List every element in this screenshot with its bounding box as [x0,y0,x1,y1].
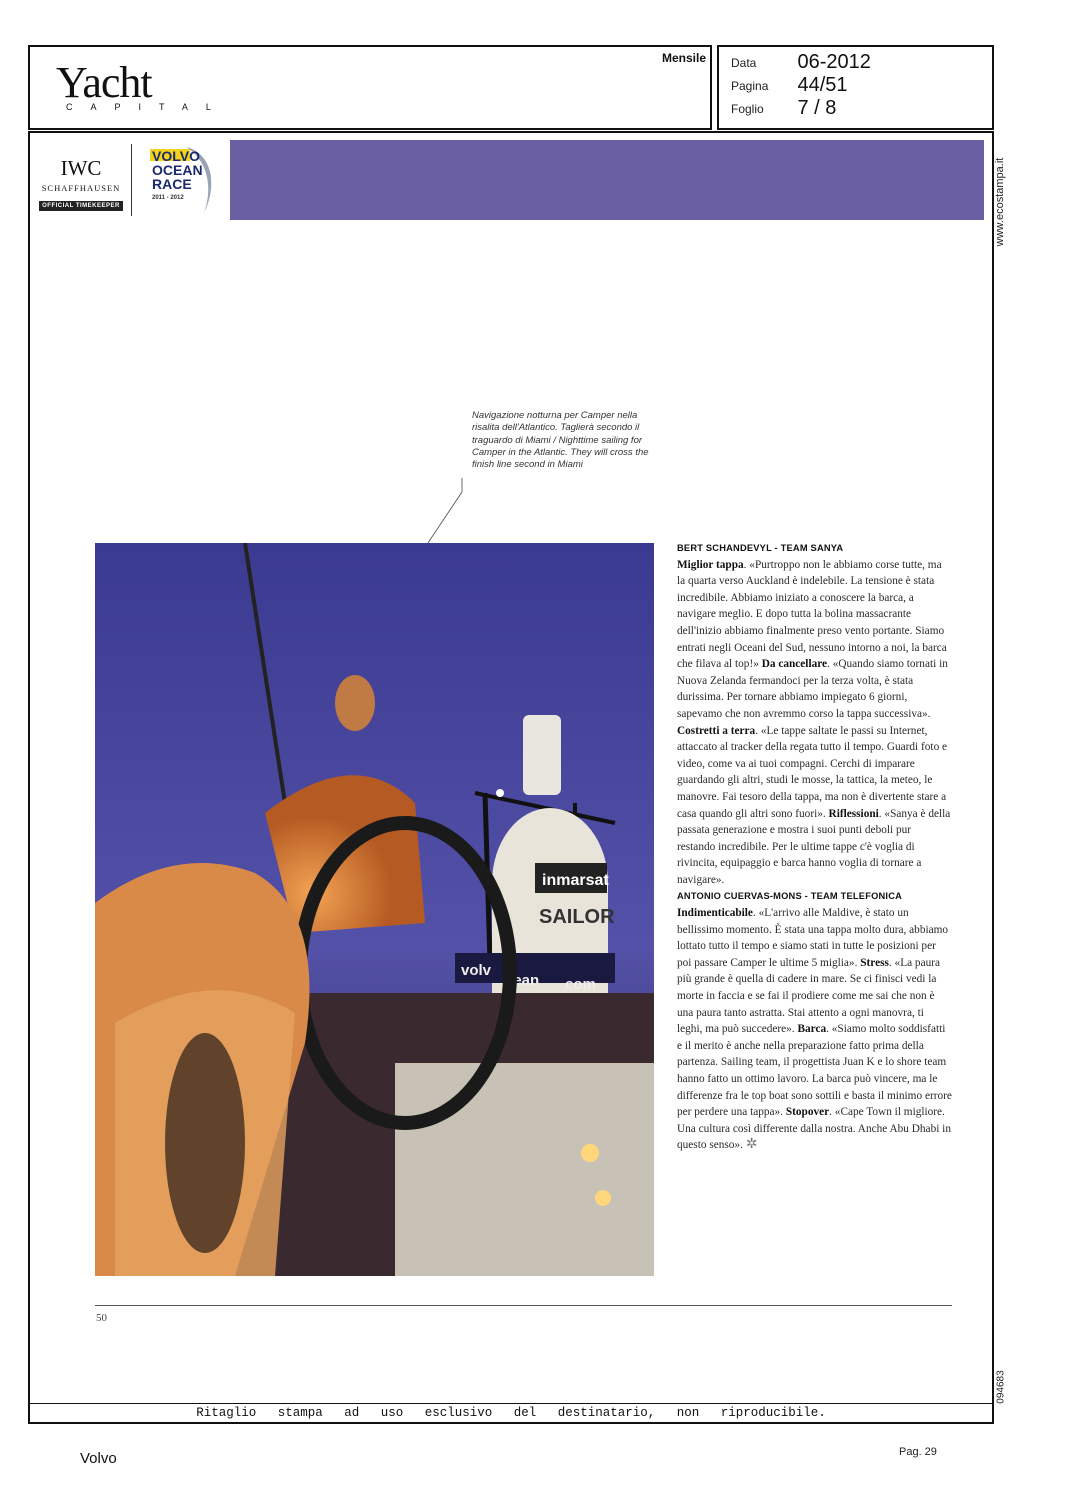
photo-caption: Navigazione notturna per Camper nella risalita dell'Atlantico. Taglierà secondo il traguardo di Miami / Nighttime sailing for Camper in the Atlantic. They will cross the finish line second in Miami [472,410,649,471]
clipping-page-number: Pag. 29 [899,1446,937,1458]
reproduction-notice: Ritaglio stampa ad uso esclusivo del destinatario, non riproducibile. [196,1406,826,1420]
meta-label: Pagina [731,78,769,93]
sponsor-divider [131,144,132,216]
byline-schandevyl: BERT SCHANDEVYL - TEAM SANYA [677,543,844,553]
subhead-indimenticabile: Indimenticabile [677,907,753,920]
subhead-costretti: Costretti a terra [677,724,756,737]
byline-cuervas-mons: ANTONIO CUERVAS-MONS - TEAM TELEFONICA [677,891,903,902]
end-of-article-icon: ✲ [745,1137,758,1153]
header-masthead-box [28,45,712,130]
subhead-miglior-tappa: Miglior tappa [677,558,744,571]
ecostampa-text: www.ecostampa.it [994,157,1006,247]
header-meta-box [717,45,994,130]
frequency-label: Mensile [661,51,706,65]
subhead-stress: Stress [860,956,889,969]
vor-line1: VOLVO [152,148,200,164]
night-sailing-image [95,543,654,1276]
subhead-riflessioni: Riflessioni [828,807,879,820]
article-section-telefonica [677,905,952,1154]
article-paragraph: . «Quando siamo tornati in Nuova Zelanda fermandoci per la terza volta, è stata durissima. Per tornare abbiamo impiegato 6 giorni, sapevamo che non avremmo corso la tappa successiva». [677,658,948,720]
article-paragraph: . «Le tappe saltate le passi su Internet, attaccato al tracker della regata tutto il tempo. Guardi foto e video, come va ai tuoi compagni. Cerchi di imparare guardando gli altri, studi le mosse, la tattica, la meteo, le manovre. Fai tesoro della tappa, ma non è divertente stare a casa quando gli altri sono fuori». [677,724,948,820]
vor-line3: RACE [152,176,192,192]
vor-line2: OCEAN [152,162,203,178]
meta-value: 06-2012 [797,51,871,73]
article-paragraph: . «L'arrivo alle Maldive, è stato un bellissimo momento. È stata una tappa molto dura, abbiamo lottato tutto il tempo e siamo stati in tutte le posizioni per poi passare Camper le ultime 5 miglia». [677,907,949,969]
volvo-label: volv [461,962,492,979]
meta-value: 7 / 8 [797,97,837,119]
ocean-label: cean [505,972,540,989]
document-code-text: 094683 [995,1370,1007,1404]
magazine-page-number: 50 [96,1312,107,1324]
iwc-name: IWC [60,156,102,180]
meta-row-sheet [731,97,836,120]
article-paragraph: . «Sanya è della passata generazione e mostra i suoi punti deboli pur restando incredibile. Per le ultime tappe c'è voglia di rivincita, equipaggio e barca hanno voglia di tornare a navigare». [677,807,951,886]
iwc-logo [38,158,124,212]
com-label: com [565,976,596,993]
article-paragraph: . «Purtroppo non le abbiamo corse tutte, ma la quarta verso Auckland è indelebile. La tensione è stata incredibile. Abbiamo iniziato a conoscere la barca, a navigare meglio. E dopo tutta la bolina massacrante dell'inizio abbiamo finalmente preso vento portante. Siamo entrati negli Oceani del Sud, nessuno intorno a noi, la barca che filava al top!» [677,558,947,671]
client-name: Volvo [80,1450,117,1467]
meta-label: Data [731,55,757,70]
article-paragraph: . «Cape Town il migliore. Una cultura così differente dalla nostra. Anche Abu Dhabi in questo senso». [677,1106,951,1152]
subhead-barca: Barca [797,1023,827,1036]
inmarsat-label: inmarsat [542,872,609,889]
iwc-city: SCHAFFHAUSEN [41,183,121,193]
article-section-sanya [677,557,952,889]
yacht-logo: Yacht [56,58,152,107]
article-paragraph: . «Siamo molto soddisfatti e il merito è anche nella preparazione fatto prima della partenza. Sailing team, il progettista Juan K e lo shore team hanno fatto un ottimo lavoro. La barca può vincere, ma le differenze fra le top boat sono sottili e basta il minimo errore per perdere una tappa». [677,1023,952,1119]
sailing-photo [95,543,654,1276]
volvo-ocean-race-logo [142,145,218,217]
meta-row-page [731,74,848,97]
subhead-stopover: Stopover [785,1106,830,1119]
subhead-da-cancellare: Da cancellare [761,658,828,671]
vor-years: 2011 - 2012 [152,195,184,201]
header-color-band [230,140,984,220]
article-body [677,540,952,1154]
article-paragraph: . «La paura più grande è quella di cadere in mare. Se ci finisci vedi la morte in faccia e se fai il prodiere come me sai che non è una paura tanto astratta. Stai attento a ogni manovra, ti leghi, ma può succedere». [677,956,941,1036]
capital-logo-sub: CAPITAL [66,102,229,112]
page-footer-rule [95,1305,952,1306]
iwc-badge: OFFICIAL TIMEKEEPER [39,201,123,211]
ecostampa-url [988,148,1012,256]
meta-label: Foglio [731,101,764,116]
sailor-label: SAILOR [539,906,615,928]
meta-value: 44/51 [797,74,848,96]
meta-row-date [731,51,871,74]
